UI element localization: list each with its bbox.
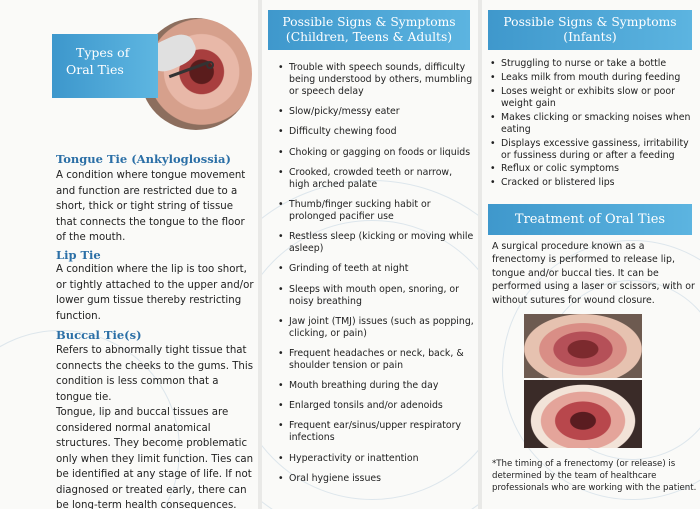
panel-symptoms-infants: [482, 0, 700, 509]
list-item: • Reflux or colic symptoms: [490, 163, 696, 175]
title-line-1: Types of: [76, 45, 130, 60]
list-item: • Leaks milk from mouth during feeding: [490, 72, 696, 84]
treatment-body: A surgical procedure known as a frenectomy is performed to release lip, tongue and/or buccal ties. It can be performed using a laser or scissors, with or without sutures for wound closure.: [492, 241, 695, 306]
list-item: • Frequent ear/sinus/upper respiratory infections: [278, 420, 474, 444]
panel-types-of-oral-ties: [0, 0, 258, 509]
symptoms-children-header: [268, 10, 470, 50]
symptoms-children-list: [278, 62, 474, 493]
buccal-tie-body: Refers to abnormally tight tissue that connects the cheeks to the gums. This condition is less common that a tongue tie.: [56, 345, 254, 403]
panel-symptoms-children: [262, 0, 478, 509]
header-line-1: Possible Signs & Symptoms: [503, 15, 677, 29]
panel1-title: [52, 34, 158, 98]
list-item: • Difficulty chewing food: [278, 126, 474, 138]
list-item: • Jaw joint (TMJ) issues (such as popping, clicking, or pain): [278, 316, 474, 340]
lip-tie-body: A condition where the lip is too short, or tightly attached to the upper and/or lower gum tissue thereby restricting function.: [56, 264, 254, 322]
header-line-1: Possible Signs & Symptoms: [282, 15, 456, 29]
list-item: • Trouble with speech sounds, difficulty being understood by others, mumbling or speech delay: [278, 62, 474, 98]
tongue-tie-body: A condition where tongue movement and function are restricted due to a short, thick or tight string of tissue that connects the tongue to the floor of the mouth.: [56, 170, 246, 243]
list-item: • Enlarged tonsils and/or adenoids: [278, 400, 474, 412]
title-line-2: Oral Ties: [66, 62, 124, 77]
treatment-header: Treatment of Oral Ties: [488, 204, 692, 235]
list-item: • Cracked or blistered lips: [490, 177, 696, 189]
list-item: • Thumb/finger sucking habit or prolonged pacifier use: [278, 199, 474, 223]
open-mouth-photo: [524, 380, 642, 448]
list-item: • Hyperactivity or inattention: [278, 453, 474, 465]
closing-paragraph: Tongue, lip and buccal tissues are considered normal anatomical structures. They become problematic only when they limit function. Ties can be identified at any stage of life. If not diagnosed or treated early, there can be long-term health consequences.: [56, 407, 254, 509]
list-item: • Sleeps with mouth open, snoring, or noisy breathing: [278, 284, 474, 308]
list-item: • Mouth breathing during the day: [278, 380, 474, 392]
list-item: • Choking or gagging on foods or liquids: [278, 147, 474, 159]
header-line-2: (Children, Teens & Adults): [285, 30, 453, 44]
mirror-tool-head: [206, 61, 214, 69]
tongue-tie-photo: [524, 314, 642, 378]
symptoms-infants-list: [490, 58, 696, 191]
list-item: • Slow/picky/messy eater: [278, 106, 474, 118]
symptoms-infants-header: [488, 10, 692, 50]
lip-tie-heading: Lip Tie: [56, 248, 101, 262]
header-line-2: (Infants): [563, 30, 617, 44]
list-item: • Struggling to nurse or take a bottle: [490, 58, 696, 70]
list-item: • Crooked, crowded teeth or narrow, high arched palate: [278, 167, 474, 191]
tongue-tie-heading: Tongue Tie (Ankyloglossia): [56, 152, 231, 166]
list-item: • Restless sleep (kicking or moving while asleep): [278, 231, 474, 255]
list-item: • Oral hygiene issues: [278, 473, 474, 485]
list-item: • Makes clicking or smacking noises when eating: [490, 112, 696, 136]
list-item: • Frequent headaches or neck, back, & shoulder tension or pain: [278, 348, 474, 372]
timing-footnote: *The timing of a frenectomy (or release) is determined by the team of healthcare professionals who are working with the patient.: [492, 459, 697, 493]
list-item: • Grinding of teeth at night: [278, 263, 474, 275]
list-item: • Loses weight or exhibits slow or poor weight gain: [490, 86, 696, 110]
list-item: • Displays excessive gassiness, irritability or fussiness during or after a feeding: [490, 138, 696, 162]
buccal-tie-heading: Buccal Tie(s): [56, 328, 142, 342]
